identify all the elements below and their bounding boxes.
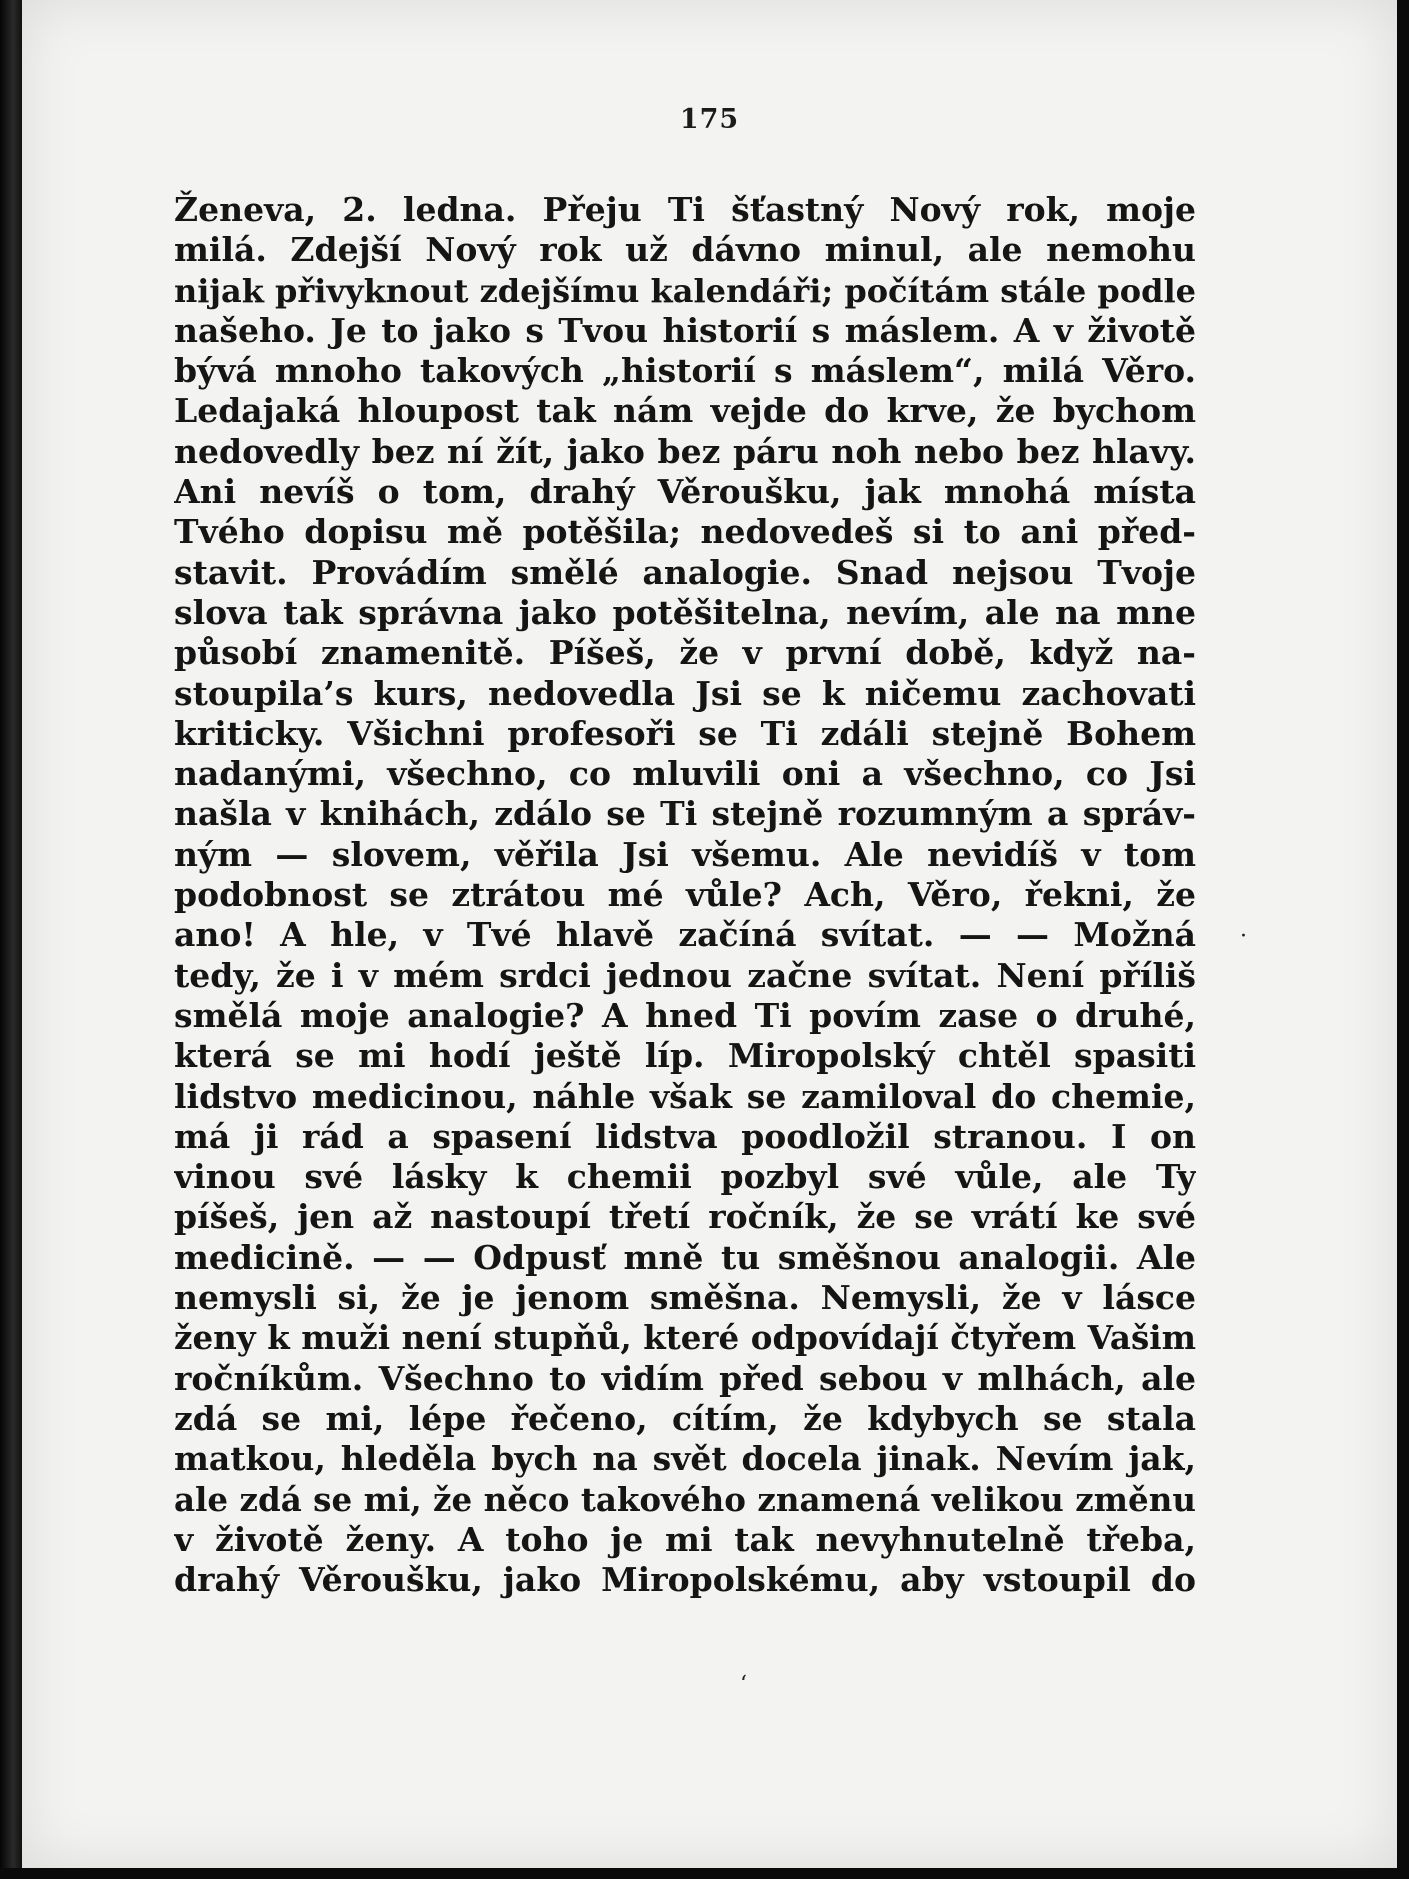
text-line: píšeš, jen až nastoupí třetí ročník, že se vrátí ke své [174,1197,1196,1237]
text-line: smělá moje analogie? A hned Ti povím zase o druhé, [174,995,1196,1035]
print-speck: · [1240,924,1247,949]
print-speck: ʻ [740,1672,747,1697]
book-spine-shadow [0,0,22,1879]
scan-border-right [1397,0,1409,1879]
text-line: nijak přivyknout zdejšímu kalendáři; počítám stále podle [174,271,1196,310]
text-line: ženy k muži není stupňů, které odpovídají čtyřem Vašim [174,1318,1196,1358]
text-line: podobnost se ztrátou mé vůle? Ach, Věro, řekni, že [174,875,1196,915]
text-line: bývá mnoho takových „historií s máslem“, milá Věro. [174,351,1196,391]
page-number: 175 [679,104,740,135]
text-line: která se mi hodí ještě líp. Miropolský chtěl spasiti [174,1036,1196,1076]
text-line: ano! A hle, v Tvé hlavě začíná svítat. — — Možná [174,915,1196,955]
body-text [174,190,1196,1600]
text-line: milá. Zdejší Nový rok už dávno minul, ale nemohu [174,230,1196,270]
text-line: nedovedly bez ní žít, jako bez páru noh nebo bez hlavy. [174,431,1196,471]
text-line: slova tak správna jako potěšitelna, nevím, ale na mne [174,592,1196,632]
text-line: Ledajaká hloupost tak nám vejde do krve, že bychom [174,391,1196,431]
scan-border-bottom [0,1868,1409,1879]
text-line: ročníkům. Všechno to vidím před sebou v mlhách, ale [174,1358,1196,1398]
text-line: našeho. Je to jako s Tvou historií s máslem. A v životě [174,310,1196,350]
text-line: matkou, hleděla bych na svět docela jinak. Nevím jak, [174,1439,1196,1479]
text-line: stavit. Provádím smělé analogie. Snad nejsou Tvoje [174,552,1196,592]
text-line: stoupila’s kurs, nedovedla Jsi se k ničemu zachovati [174,673,1196,713]
text-line: Ženeva, 2. ledna. Přeju Ti šťastný Nový rok, moje [174,190,1196,229]
text-line: nadanými, všechno, co mluvili oni a všechno, co Jsi [174,754,1196,794]
text-line: nemysli si, že je jenom směšna. Nemysli, že v lásce [174,1278,1196,1318]
text-line: lidstvo medicinou, náhle však se zamiloval do chemie, [174,1076,1196,1116]
text-line: Tvého dopisu mě potěšila; nedovedeš si to ani před- [174,512,1196,552]
text-line: působí znamenitě. Píšeš, že v první době, když na- [174,633,1196,673]
text-line: má ji rád a spasení lidstva poodložil stranou. I on [174,1116,1196,1156]
text-line: v životě ženy. A toho je mi tak nevyhnutelně třeba, [174,1519,1196,1559]
text-line: tedy, že i v mém srdci jednou začne svítat. Není příliš [174,955,1196,995]
text-line: Ani nevíš o tom, drahý Věroušku, jak mnohá místa [174,472,1196,512]
text-line: vinou své lásky k chemii pozbyl své vůle, ale Ty [174,1157,1196,1197]
text-line: zdá se mi, lépe řečeno, cítím, že kdybych se stala [174,1398,1196,1438]
text-line: našla v knihách, zdálo se Ti stejně rozumným a správ- [174,794,1196,834]
text-line: ným — slovem, věřila Jsi všemu. Ale nevidíš v tom [174,834,1196,874]
text-line: drahý Věroušku, jako Miropolskému, aby vstoupil do [174,1560,1196,1600]
text-line: medicině. — — Odpusť mně tu směšnou analogii. Ale [174,1237,1196,1277]
book-page [22,0,1397,1868]
text-line: kriticky. Všichni profesoři se Ti zdáli stejně Bohem [174,713,1196,753]
text-line: ale zdá se mi, že něco takového znamená velikou změnu [174,1479,1196,1519]
